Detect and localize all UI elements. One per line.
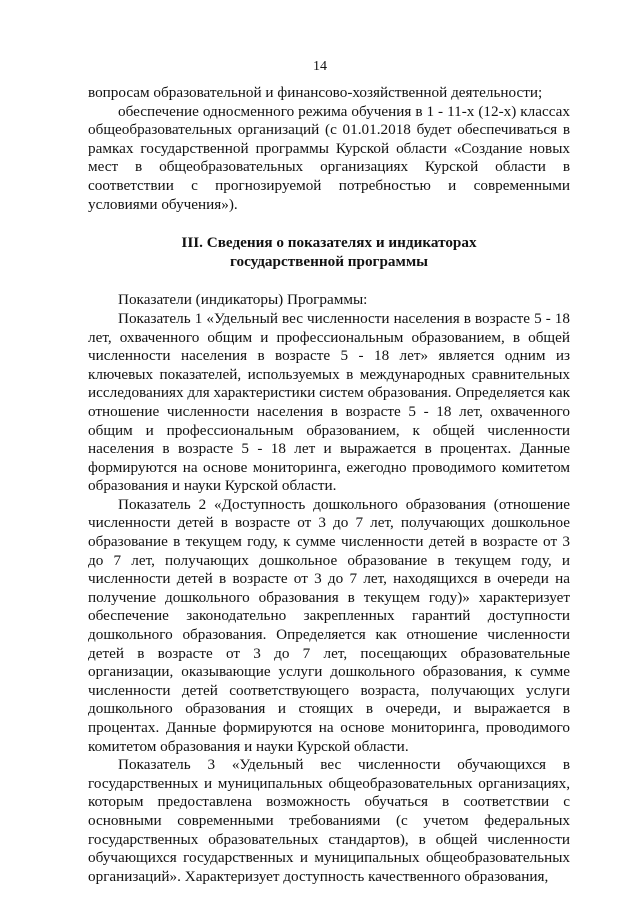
page-number: 14 xyxy=(313,59,327,74)
paragraph: Показатели (индикаторы) Программы: xyxy=(118,291,368,309)
paragraph: обеспечение односменного режима обучения в 1 - 11-х (12-х) классах общеобразовательных организаций (с 01.01.2018 будет обеспечиваться в рамках государственной программы Курской области «Создание новых мест в общеобразовательных организациях Курской области в соответствии с прогнозируемой потребностью и современными условиями обучения»). xyxy=(88,102,570,213)
section-heading-line: государственной программы xyxy=(229,252,429,270)
section-heading xyxy=(88,234,570,271)
paragraphs-before-heading xyxy=(88,84,570,214)
paragraph: Показатель 3 «Удельный вес численности обучающихся в государственных и муниципальных общеобразовательных организациях, которым предоставлена возможность обучаться в соответствии с основными современными требованиями (с учетом федеральных государственных образовательных стандартов), в общей численности обучающихся государственных и муниципальных общеобразовательных организаций». Характеризует доступность качественного образования, xyxy=(88,756,570,885)
paragraph: вопросам образовательной и финансово-хозяйственной деятельности; xyxy=(88,84,543,101)
paragraph: Показатель 1 «Удельный вес численности населения в возрасте 5 - 18 лет, охваченного общим и профессиональным образованием, в общей численности населения в возрасте 5 - 18 лет» является одним из ключевых показателей, используемых в международных сравнительных исследованиях для характеристики систем образования. Определяется как отношение численности населения в возрасте 5 - 18 лет, охваченного общим и профессиональным образованием, к общей численности населения в возрасте 5 - 18 лет и выражается в процентах. Данные формируются на основе мониторинга, ежегодно проводимого комитетом образования и науки Курской области. xyxy=(88,309,570,495)
paragraphs-after-heading xyxy=(88,291,570,886)
section-heading-line: III. Сведения о показателях и индикаторах xyxy=(181,234,477,252)
paragraph: Показатель 2 «Доступность дошкольного образования (отношение численности детей в возрасте от 3 до 7 лет, получающих дошкольное образование в текущем году, к сумме численности детей в возрасте от 3 до 7 лет, получающих дошкольное образование в текущем году, и численности детей в возрасте от 3 до 7 лет, находящихся в очереди на получение дошкольного образования в текущем году)» характеризует обеспечение законодательно закрепленных гарантий доступности дошкольного образования. Определяется как отношение численности детей в возрасте от 3 до 7 лет, посещающих образовательные организации, оказывающие услуги дошкольного образования, к сумме численности детей соответствующего возраста, получающих услуги дошкольного образования и стоящих в очереди, и выражается в процентах. Данные формируются на основе мониторинга, проводимого комитетом образования и науки Курской области. xyxy=(88,495,570,755)
document-body xyxy=(88,84,570,886)
